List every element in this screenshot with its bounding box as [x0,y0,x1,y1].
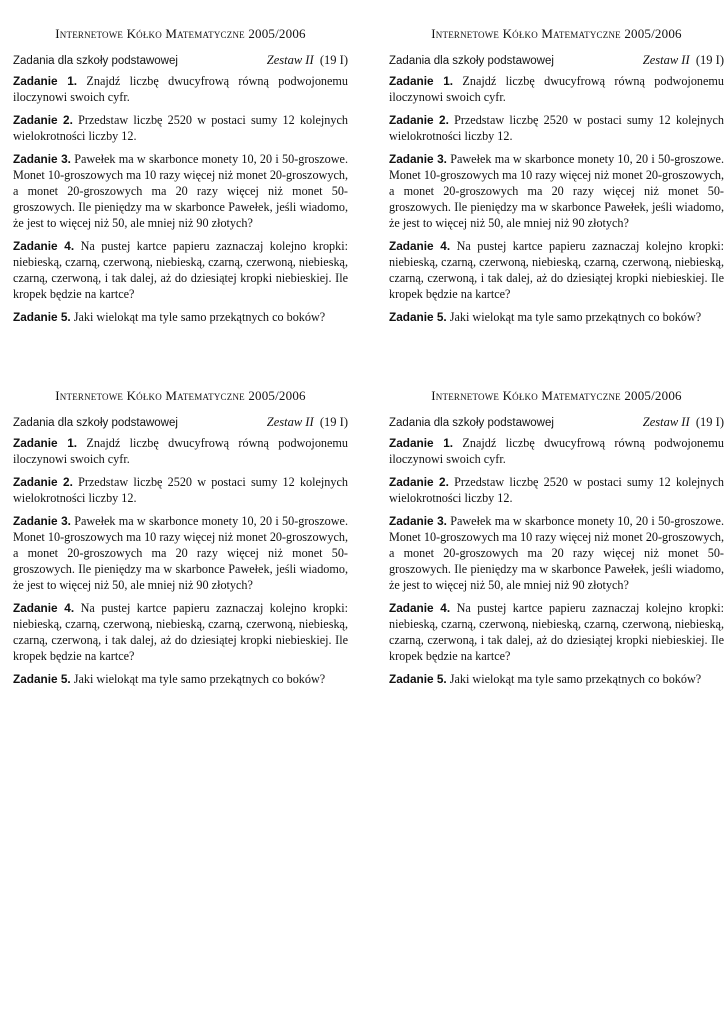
task-5 [389,671,724,687]
header-year: 2005/2006 [248,388,306,403]
task-text: Na pustej kartce papieru zaznaczaj kolejno kropki: niebieską, czarną, czerwoną, niebieską, czarną, czerwoną, niebieską, czarną, czerwoną, i tak dalej, aż do dziesiątej kropki niebieskiej. Ile kropek będzie na kartce? [13,601,348,663]
task-text: Znajdź liczbę dwucyfrową równą podwojonemu iloczynowi swoich cyfr. [389,436,724,466]
sheet-subheader [13,414,348,430]
task-text: Pawełek ma w skarbonce monety 10, 20 i 50-groszowe. Monet 10-groszowych ma 10 razy więcej niż monet 20-groszowych, a monet 20-groszowych ma 20 razy więcej niż monet 50-groszowych. Ile pieniędzy ma w skarbonce Pawełek, jeśli wiadomo, że jest to więcej niż 50, ale mniej niż 90 złotych? [389,514,725,592]
worksheet-top-left [13,26,348,332]
task-label: Zadanie 3. [13,514,71,528]
set-info [267,52,348,68]
task-2 [389,112,724,144]
worksheet-bottom-right [389,388,724,694]
task-1 [389,73,724,105]
set-info [643,414,724,430]
audience-label: Zadania dla szkoły podstawowej [389,417,554,429]
task-text: Pawełek ma w skarbonce monety 10, 20 i 50-groszowe. Monet 10-groszowych ma 10 razy więcej niż monet 20-groszowych, a monet 20-groszowych ma 20 razy więcej niż monet 50-groszowych. Ile pieniędzy ma w skarbonce Pawełek, jeśli wiadomo, że jest to więcej niż 50, ale mniej niż 90 złotych? [13,152,349,230]
task-label: Zadanie 2. [13,113,73,127]
task-text: Przedstaw liczbę 2520 w postaci sumy 12 kolejnych wielokrotności liczby 12. [13,113,348,143]
sheet-header [13,388,348,404]
task-5 [13,671,348,687]
task-text: Znajdź liczbę dwucyfrową równą podwojonemu iloczynowi swoich cyfr. [13,74,348,104]
task-4 [389,600,724,664]
set-info [267,414,348,430]
worksheet-top-right [389,26,724,332]
task-label: Zadanie 3. [389,514,447,528]
task-2 [389,474,724,506]
task-5 [13,309,348,325]
task-label: Zadanie 4. [13,601,75,615]
header-year: 2005/2006 [624,26,682,41]
header-title: Internetowe Kółko Matematyczne [431,26,621,41]
header-year: 2005/2006 [248,26,306,41]
task-2 [13,112,348,144]
set-date: (19 I) [695,415,724,429]
task-label: Zadanie 2. [13,475,73,489]
task-text: Na pustej kartce papieru zaznaczaj kolejno kropki: niebieską, czarną, czerwoną, niebieską, czarną, czerwoną, niebieską, czarną, czerwoną, i tak dalej, aż do dziesiątej kropki niebieskiej. Ile kropek będzie na kartce? [389,239,724,301]
sheet-header [389,26,724,42]
task-text: Na pustej kartce papieru zaznaczaj kolejno kropki: niebieską, czarną, czerwoną, niebieską, czarną, czerwoną, niebieską, czarną, czerwoną, i tak dalej, aż do dziesiątej kropki niebieskiej. Ile kropek będzie na kartce? [389,601,724,663]
task-text: Jaki wielokąt ma tyle samo przekątnych co boków? [449,310,702,324]
audience-label: Zadania dla szkoły podstawowej [13,417,178,429]
task-label: Zadanie 5. [13,672,71,686]
task-text: Przedstaw liczbę 2520 w postaci sumy 12 kolejnych wielokrotności liczby 12. [389,113,724,143]
task-label: Zadanie 5. [13,310,71,324]
set-date: (19 I) [695,53,724,67]
task-label: Zadanie 5. [389,310,447,324]
task-text: Przedstaw liczbę 2520 w postaci sumy 12 kolejnych wielokrotności liczby 12. [13,475,348,505]
set-date: (19 I) [319,53,348,67]
sheet-header [13,26,348,42]
task-1 [389,435,724,467]
header-title: Internetowe Kółko Matematyczne [431,388,621,403]
task-2 [13,474,348,506]
task-label: Zadanie 4. [13,239,75,253]
task-label: Zadanie 4. [389,601,451,615]
task-3 [389,513,724,593]
task-label: Zadanie 3. [389,152,447,166]
task-text: Znajdź liczbę dwucyfrową równą podwojonemu iloczynowi swoich cyfr. [13,436,348,466]
task-label: Zadanie 1. [13,436,78,450]
task-label: Zadanie 2. [389,475,449,489]
task-text: Pawełek ma w skarbonce monety 10, 20 i 50-groszowe. Monet 10-groszowych ma 10 razy więcej niż monet 20-groszowych, a monet 20-groszowych ma 20 razy więcej niż monet 50-groszowych. Ile pieniędzy ma w skarbonce Pawełek, jeśli wiadomo, że jest to więcej niż 50, ale mniej niż 90 złotych? [389,152,725,230]
audience-label: Zadania dla szkoły podstawowej [389,55,554,67]
task-3 [13,513,348,593]
task-label: Zadanie 4. [389,239,451,253]
task-text: Jaki wielokąt ma tyle samo przekątnych co boków? [73,310,326,324]
set-label: Zestaw II [642,53,690,67]
task-4 [13,238,348,302]
sheet-subheader [389,414,724,430]
task-4 [389,238,724,302]
header-title: Internetowe Kółko Matematyczne [55,26,245,41]
task-label: Zadanie 1. [389,74,454,88]
task-label: Zadanie 2. [389,113,449,127]
header-title: Internetowe Kółko Matematyczne [55,388,245,403]
task-text: Jaki wielokąt ma tyle samo przekątnych co boków? [73,672,326,686]
task-label: Zadanie 1. [389,436,454,450]
set-label: Zestaw II [266,415,314,429]
task-5 [389,309,724,325]
audience-label: Zadania dla szkoły podstawowej [13,55,178,67]
task-1 [13,73,348,105]
sheet-subheader [13,52,348,68]
task-4 [13,600,348,664]
set-label: Zestaw II [642,415,690,429]
sheet-subheader [389,52,724,68]
task-text: Pawełek ma w skarbonce monety 10, 20 i 50-groszowe. Monet 10-groszowych ma 10 razy więcej niż monet 20-groszowych, a monet 20-groszowych ma 20 razy więcej niż monet 50-groszowych. Ile pieniędzy ma w skarbonce Pawełek, jeśli wiadomo, że jest to więcej niż 50, ale mniej niż 90 złotych? [13,514,349,592]
task-text: Przedstaw liczbę 2520 w postaci sumy 12 kolejnych wielokrotności liczby 12. [389,475,724,505]
task-label: Zadanie 5. [389,672,447,686]
set-label: Zestaw II [266,53,314,67]
task-text: Jaki wielokąt ma tyle samo przekątnych co boków? [449,672,702,686]
sheet-header [389,388,724,404]
header-year: 2005/2006 [624,388,682,403]
worksheet-bottom-left [13,388,348,694]
task-1 [13,435,348,467]
set-info [643,52,724,68]
set-date: (19 I) [319,415,348,429]
task-text: Znajdź liczbę dwucyfrową równą podwojonemu iloczynowi swoich cyfr. [389,74,724,104]
task-label: Zadanie 1. [13,74,78,88]
task-3 [13,151,348,231]
task-label: Zadanie 3. [13,152,71,166]
task-text: Na pustej kartce papieru zaznaczaj kolejno kropki: niebieską, czarną, czerwoną, niebieską, czarną, czerwoną, niebieską, czarną, czerwoną, i tak dalej, aż do dziesiątej kropki niebieskiej. Ile kropek będzie na kartce? [13,239,348,301]
task-3 [389,151,724,231]
